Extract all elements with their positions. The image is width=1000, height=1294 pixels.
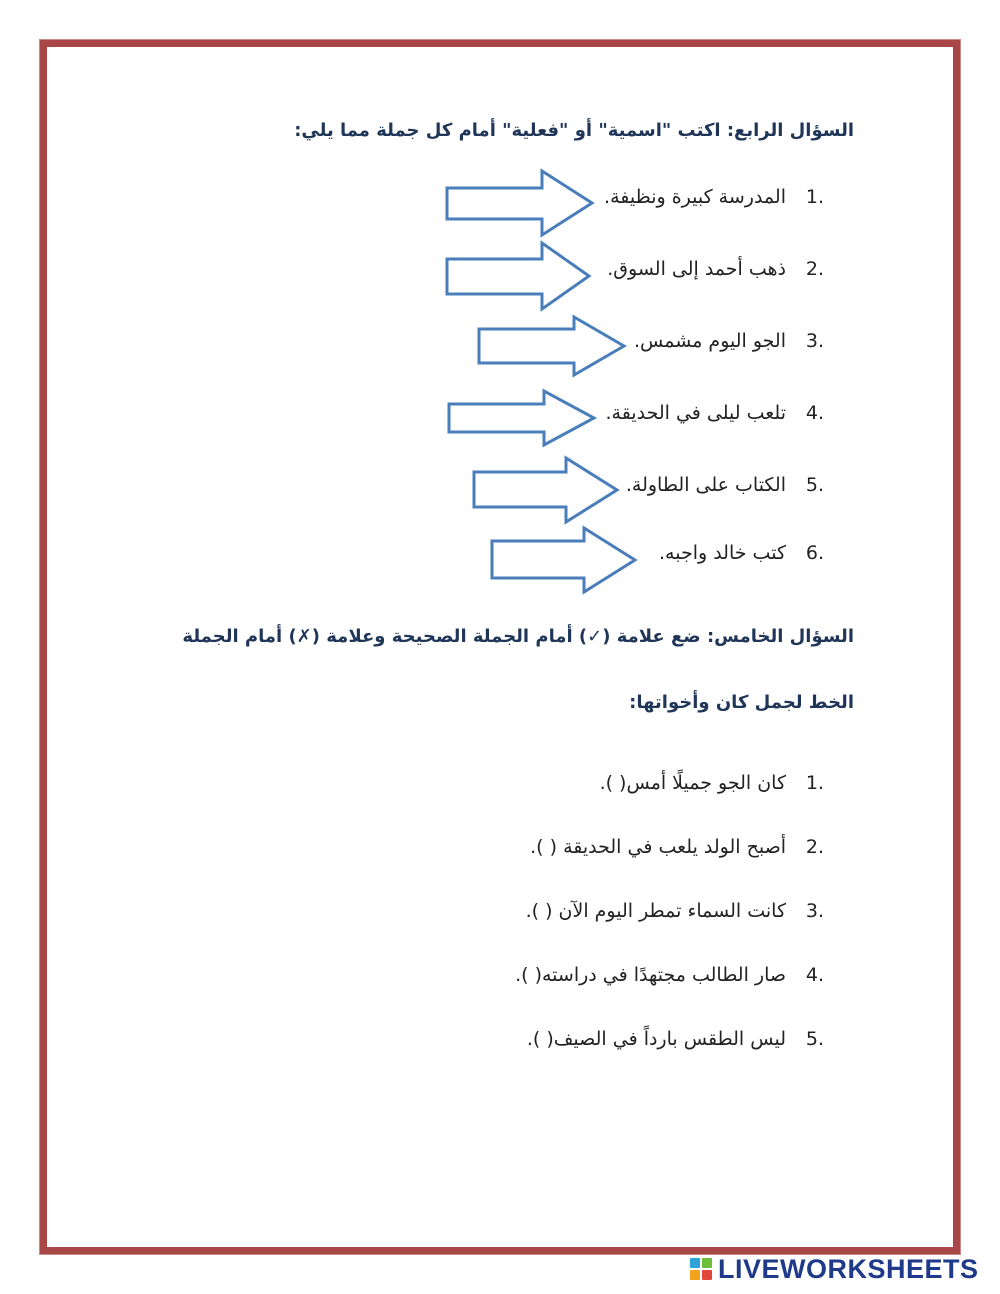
item-number: 3.	[805, 900, 824, 922]
liveworksheets-logo	[690, 1252, 979, 1286]
item-text: المدرسة كبيرة ونظيفة.	[604, 186, 786, 208]
brand-name: LIVEWORKSHEETS	[718, 1253, 979, 1284]
item-number: 6.	[805, 542, 824, 564]
q5-heading-line-2: الخط لجمل كان وأخواتها:	[629, 692, 854, 713]
q4-item-1	[604, 186, 824, 208]
item-number: 2.	[805, 258, 824, 280]
q4-item-2	[607, 258, 824, 280]
item-text: الكتاب على الطاولة.	[625, 474, 786, 496]
item-text: الجو اليوم مشمس.	[634, 330, 786, 352]
item-number: 1.	[805, 772, 824, 794]
q4-item-3	[634, 330, 824, 352]
q5-item-1[interactable]	[600, 772, 824, 794]
item-number: 1.	[805, 186, 824, 208]
q5-item-2[interactable]	[530, 836, 824, 858]
item-number: 3.	[805, 330, 824, 352]
item-text: تلعب ليلى في الحديقة.	[605, 402, 786, 424]
answer-arrow-1[interactable]	[444, 168, 596, 238]
answer-arrow-5[interactable]	[471, 455, 621, 525]
answer-arrow-3[interactable]	[476, 314, 628, 378]
q5-item-5[interactable]	[527, 1028, 824, 1050]
q5-heading-line-1: السؤال الخامس: ضع علامة (✓) أمام الجملة الصحيحة وعلامة (✗) أمام الجملة	[182, 626, 854, 647]
answer-arrow-6[interactable]	[489, 525, 639, 595]
item-text: صار الطالب مجتهدًا في دراسته( ).	[515, 964, 786, 986]
logo-blocks-icon	[690, 1258, 712, 1280]
item-text: كتب خالد واجبه.	[659, 542, 786, 564]
q4-item-5	[626, 474, 824, 496]
answer-arrow-4[interactable]	[446, 388, 598, 448]
item-number: 4.	[805, 964, 824, 986]
item-text: كانت السماء تمطر اليوم الآن ( ).	[525, 900, 786, 922]
item-text: كان الجو جميلًا أمس( ).	[599, 772, 786, 794]
answer-arrow-2[interactable]	[444, 240, 592, 312]
q5-item-4[interactable]	[515, 964, 824, 986]
item-number: 2.	[805, 836, 824, 858]
q4-heading: السؤال الرابع: اكتب "اسمية" أو "فعلية" أمام كل جملة مما يلي:	[294, 120, 854, 141]
item-number: 4.	[805, 402, 824, 424]
item-number: 5.	[805, 474, 824, 496]
q4-item-6	[659, 542, 824, 564]
q4-item-4	[605, 402, 824, 424]
item-number: 5.	[805, 1028, 824, 1050]
q5-item-3[interactable]	[526, 900, 824, 922]
item-text: ليس الطقس بارداً في الصيف( ).	[526, 1028, 786, 1050]
item-text: ذهب أحمد إلى السوق.	[607, 258, 786, 280]
item-text: أصبح الولد يلعب في الحديقة ( ).	[530, 836, 786, 858]
